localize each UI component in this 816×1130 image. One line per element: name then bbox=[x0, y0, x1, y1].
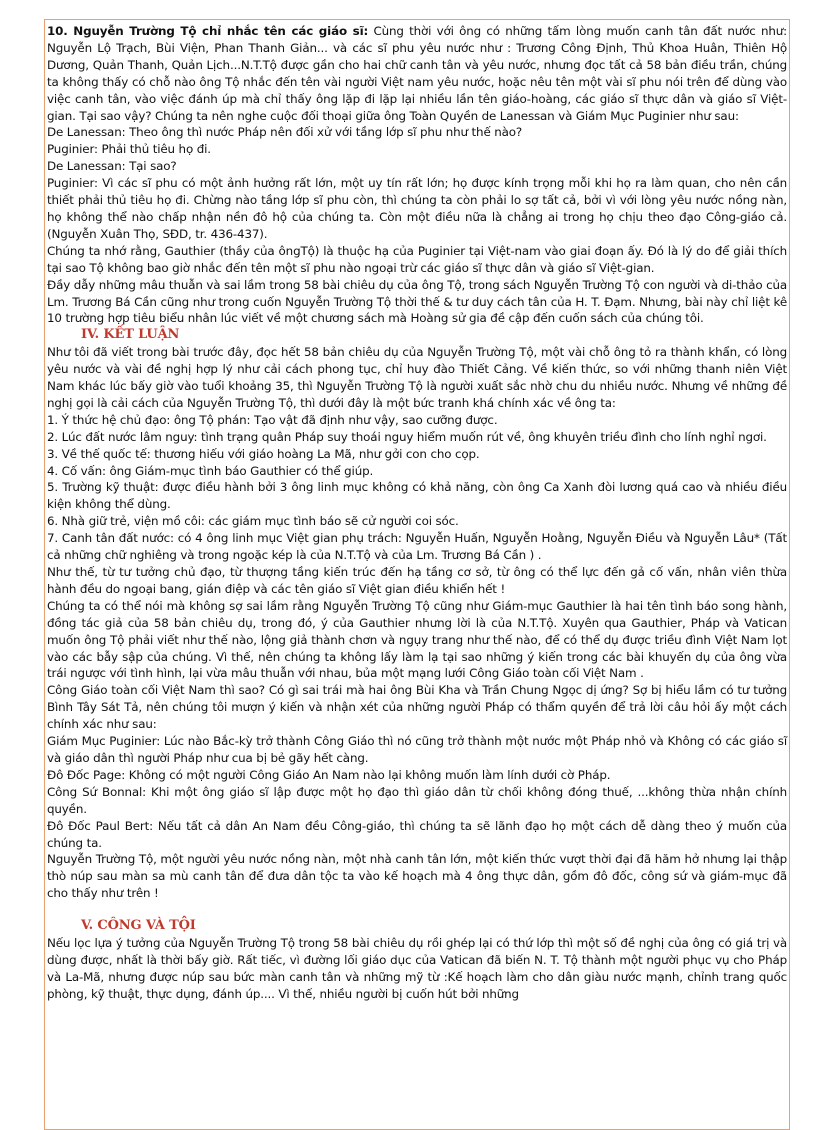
list-item: 3. Về thế quốc tế: thương hiếu với giáo hoàng La Mã, như gởi con cho cọp. bbox=[47, 446, 480, 461]
paragraph: Như tôi đã viết trong bài trước đây, đọc hết 58 bản chiêu dụ của Nguyễn Trường Tộ, một vài chỗ ông tỏ ra thành khẩn, có lòng yêu nước và vài đề nghị hợp lý như cải cách phong tục, chỉ huy đào Thiết Cảng. Về kiến thức, so với những thanh niên Việt Nam khác lúc bấy giờ vào tuổi khoảng 35, thì Nguyễn Trường Tộ là người xuất sắc nhờ chu du nhiều nước. Nhưng về những đề nghị gọi là cải cách của Nguyễn Trường Tộ, thì dưới đây là một bức tranh khá chính xác về ông ta: bbox=[47, 345, 787, 410]
paragraph: Như thế, từ tư tưởng chủ đạo, từ thượng tầng kiến trúc đến hạ tầng cơ sở, từ ông có thể lực đến gả cố vấn, nhân viên thừa hành đều do ngoại bang, gián điệp và các tên giáo sĩ Việt gian điều khiển hết ! bbox=[47, 565, 787, 596]
dialog-line: De Lanessan: Tại sao? bbox=[47, 159, 177, 174]
section-heading-cong-va-toi: V. CÔNG VÀ TỘI bbox=[81, 918, 196, 934]
paragraph: Đầy dẫy những mâu thuẫn và sai lầm trong 58 bài chiêu dụ của ông Tộ, trong sách Nguyễn Trường Tộ con người và di-thảo của Lm. Trương Bá Cần cũng như trong cuốn Nguyễn Trường Tộ thời thế & tư duy cách tân của H. T. Đạm. Nhưng, bài này chỉ liệt kê 10 trường hợp tiêu biểu nhân lúc viết về một chương sách mà Hoàng sử gia đề cập đến cuốn sách của chúng tôi. bbox=[47, 277, 787, 326]
quote-line: Đô Đốc Paul Bert: Nếu tất cả dân An Nam đều Công-giáo, thì chúng ta sẽ lãnh đạo họ một cách dễ dàng theo ý muốn của chúng ta. bbox=[47, 818, 787, 850]
paragraph: Chúng ta nhớ rằng, Gauthier (thầy của ôngTộ) là thuộc hạ của Puginier tại Việt-nam vào giai đoạn ấy. Đó là lý do để giải thích tại sao Tộ không bao giờ nhắc đến tên một sĩ phu nào ngoại trừ các giáo sĩ thực dân và giáo sĩ Việt-gian. bbox=[47, 243, 787, 275]
paragraph: Chúng ta có thể nói mà không sợ sai lầm rằng Nguyễn Trường Tộ cũng như Giám-mục Gauthier là hai tên tình báo song hành, đồng tác giả của 58 bản chiêu dụ, trong đó, ý của Gauthier nhưng lời là của N.T.Tộ. Xuyên qua Gauthier, Pháp và Vatican muốn ông Tộ phải viết như thế nào, lộng giả thành chơn và ngụy trang như thế nào, để có thể dụ được triều đình Việt Nam lọt vào các bẫy sập của chúng. Vì thế, nên chúng ta không lấy làm lạ tại sao những ý kiến trong các bài khuyến dụ của ông vừa trái ngược với tình hình, lại vừa mâu thuẫn với nhau, bủa một mạng lưới Công Giáo toàn cối Việt Nam . bbox=[47, 598, 787, 681]
list-item: 5. Trường kỹ thuật: được điều hành bởi 3 ông linh mục không có khả năng, còn ông Ca Xanh đòi lương quá cao và nhiều điều kiện không thể dùng. bbox=[47, 480, 787, 512]
dialog-line: De Lanessan: Theo ông thì nước Pháp nên đối xử với tầng lớp sĩ phu như thế nào? bbox=[47, 125, 523, 140]
quote-line: Giám Mục Puginier: Lúc nào Bắc-kỳ trở thành Công Giáo thì nó cũng trở thành một nước một Pháp nhỏ và Không có các giáo sĩ và giáo dân thì người Pháp như cua bị bẻ gãy hết càng. bbox=[47, 734, 787, 765]
section-heading-ket-luan: IV. KẾT LUẬN bbox=[81, 327, 180, 343]
list-item: 6. Nhà giữ trẻ, viện mồ côi: các giám mục tình báo sẽ cử người coi sóc. bbox=[47, 514, 459, 529]
list-item: 7. Canh tân đất nước: có 4 ông linh mục Việt gian phụ trách: Nguyễn Huấn, Nguyễn Hoằng, Nguyễn Điều và Nguyễn Lâu* (Tất cả những chữ nghiêng và trong ngoặc kép là của N.T.Tộ và của Lm. Trương Bá Cần ) . bbox=[47, 531, 787, 563]
quote-line: Đô Đốc Page: Không có một người Công Giáo An Nam nào lại không muốn làm lính dưới cờ Pháp. bbox=[47, 767, 611, 782]
section-10-title: 10. Nguyễn Trường Tộ chỉ nhắc tên các giáo sĩ: bbox=[47, 24, 369, 38]
dialog-line: Puginier: Vì các sĩ phu có một ảnh hưởng rất lớn, một uy tín rất lớn; họ được kính trọng mỗi khi họ ra làm quan, cho nên cần thiết phải thủ tiêu họ đi. Chừng nào tầng lớp sĩ phu còn, thì chúng ta còn phải lo sợ tất cả, bởi vì với lòng yêu nước nồng nàn, họ không thể nào chấp nhận nền đô hộ của chúng ta. Còn một điều nữa là chẳng ai trong họ chịu theo đạo Công-giáo cả. (Nguyễn Xuân Thọ, SĐD, tr. 436-437). bbox=[47, 176, 787, 241]
list-item: 4. Cố vấn: ông Giám-mục tình báo Gauthier có thể giúp. bbox=[47, 463, 374, 478]
quote-line: Công Sứ Bonnal: Khi một ông giáo sĩ lập được một họ đạo thì giáo dân từ chối không đóng thuế, ...không thừa nhận chính quyền. bbox=[47, 784, 787, 816]
section-10-paragraph bbox=[47, 23, 787, 124]
paragraph: Nguyễn Trường Tộ, một người yêu nước nồng nàn, một nhà canh tân lớn, một kiến thức vượt thời đại đã hăm hở nhưng lại thập thò núp sau màn sa mù canh tân để đưa dân tộc ta vào kế hoạch mà 4 ông thực dân, gồm đô đốc, công sứ và giám-mục đã cho thấy như trên ! bbox=[47, 852, 787, 901]
paragraph: Nếu lọc lựa ý tưởng của Nguyễn Trường Tộ trong 58 bài chiêu dụ rồi ghép lại có thứ lớp thì một số đề nghị của ông có giá trị và dùng được, nhất là thời bấy giờ. Rất tiếc, vì đường lối giáo dục của Vatican đã biến N. T. Tộ thành một người phục vụ cho Pháp và La-Mã, nhưng được núp sau bức màn canh tân và những mỹ từ :Kế hoạch làm cho dân giàu nước mạnh, chỉnh trang quốc phòng, kỹ thuật, thực dụng, đánh úp.... Vì thế, nhiều người bị cuốn hút bởi những bbox=[47, 936, 787, 1001]
dialog-line: Puginier: Phải thủ tiêu họ đi. bbox=[47, 142, 211, 157]
paragraph: Công Giáo toàn cối Việt Nam thì sao? Có gì sai trái mà hai ông Bùi Kha và Trần Chung Ngọc dị ứng? Sợ bị hiểu lầm có tư tưởng Bình Tây Sát Tả, nên chúng tôi mượn ý kiến và nhận xét của những người Pháp có thẩm quyền để trả lời câu hỏi ấy một cách chính xác như sau: bbox=[47, 683, 787, 732]
list-item: 1. Ý thức hệ chủ đạo: ông Tộ phán: Tạo vật đã định như vậy, sao cưỡng được. bbox=[47, 412, 498, 427]
document-body bbox=[47, 23, 787, 1003]
section-10-intro: Cùng thời với ông có những tấm lòng muốn canh tân đất nước như: Nguyễn Lộ Trạch, Bùi Viện, Phan Thanh Giản... và các sĩ phu yêu nước như : Trương Công Định, Thủ Khoa Huân, Thiên Hộ Dương, Quản Thanh, Quản Lịch...N.T.Tộ được gần cho hai chữ canh tân và yêu nước, nhưng đọc tất cả 58 bản điều trần, chúng ta không thấy có chỗ nào ông Tộ nhắc đến tên vài người Việt nam yêu nước, hoặc nêu tên một vài sĩ phu nói trên để dùng vào việc canh tân, vào việc đánh úp mà chỉ thấy ông lặp đi lặp lại nhiều lần tên giáo-hoàng, các giáo sĩ thực dân và giáo sĩ Việt-gian. Tại sao vậy? Chúng ta nên nghe cuộc đối thoại giữa ông Toàn Quyền de Lanessan và Giám Mục Puginier như sau: bbox=[47, 24, 787, 123]
list-item: 2. Lúc đất nước lâm nguy: tình trạng quân Pháp suy thoái nguy hiểm muốn rút về, ông khuyên triều đình cho lính nghỉ ngơi. bbox=[47, 429, 767, 444]
